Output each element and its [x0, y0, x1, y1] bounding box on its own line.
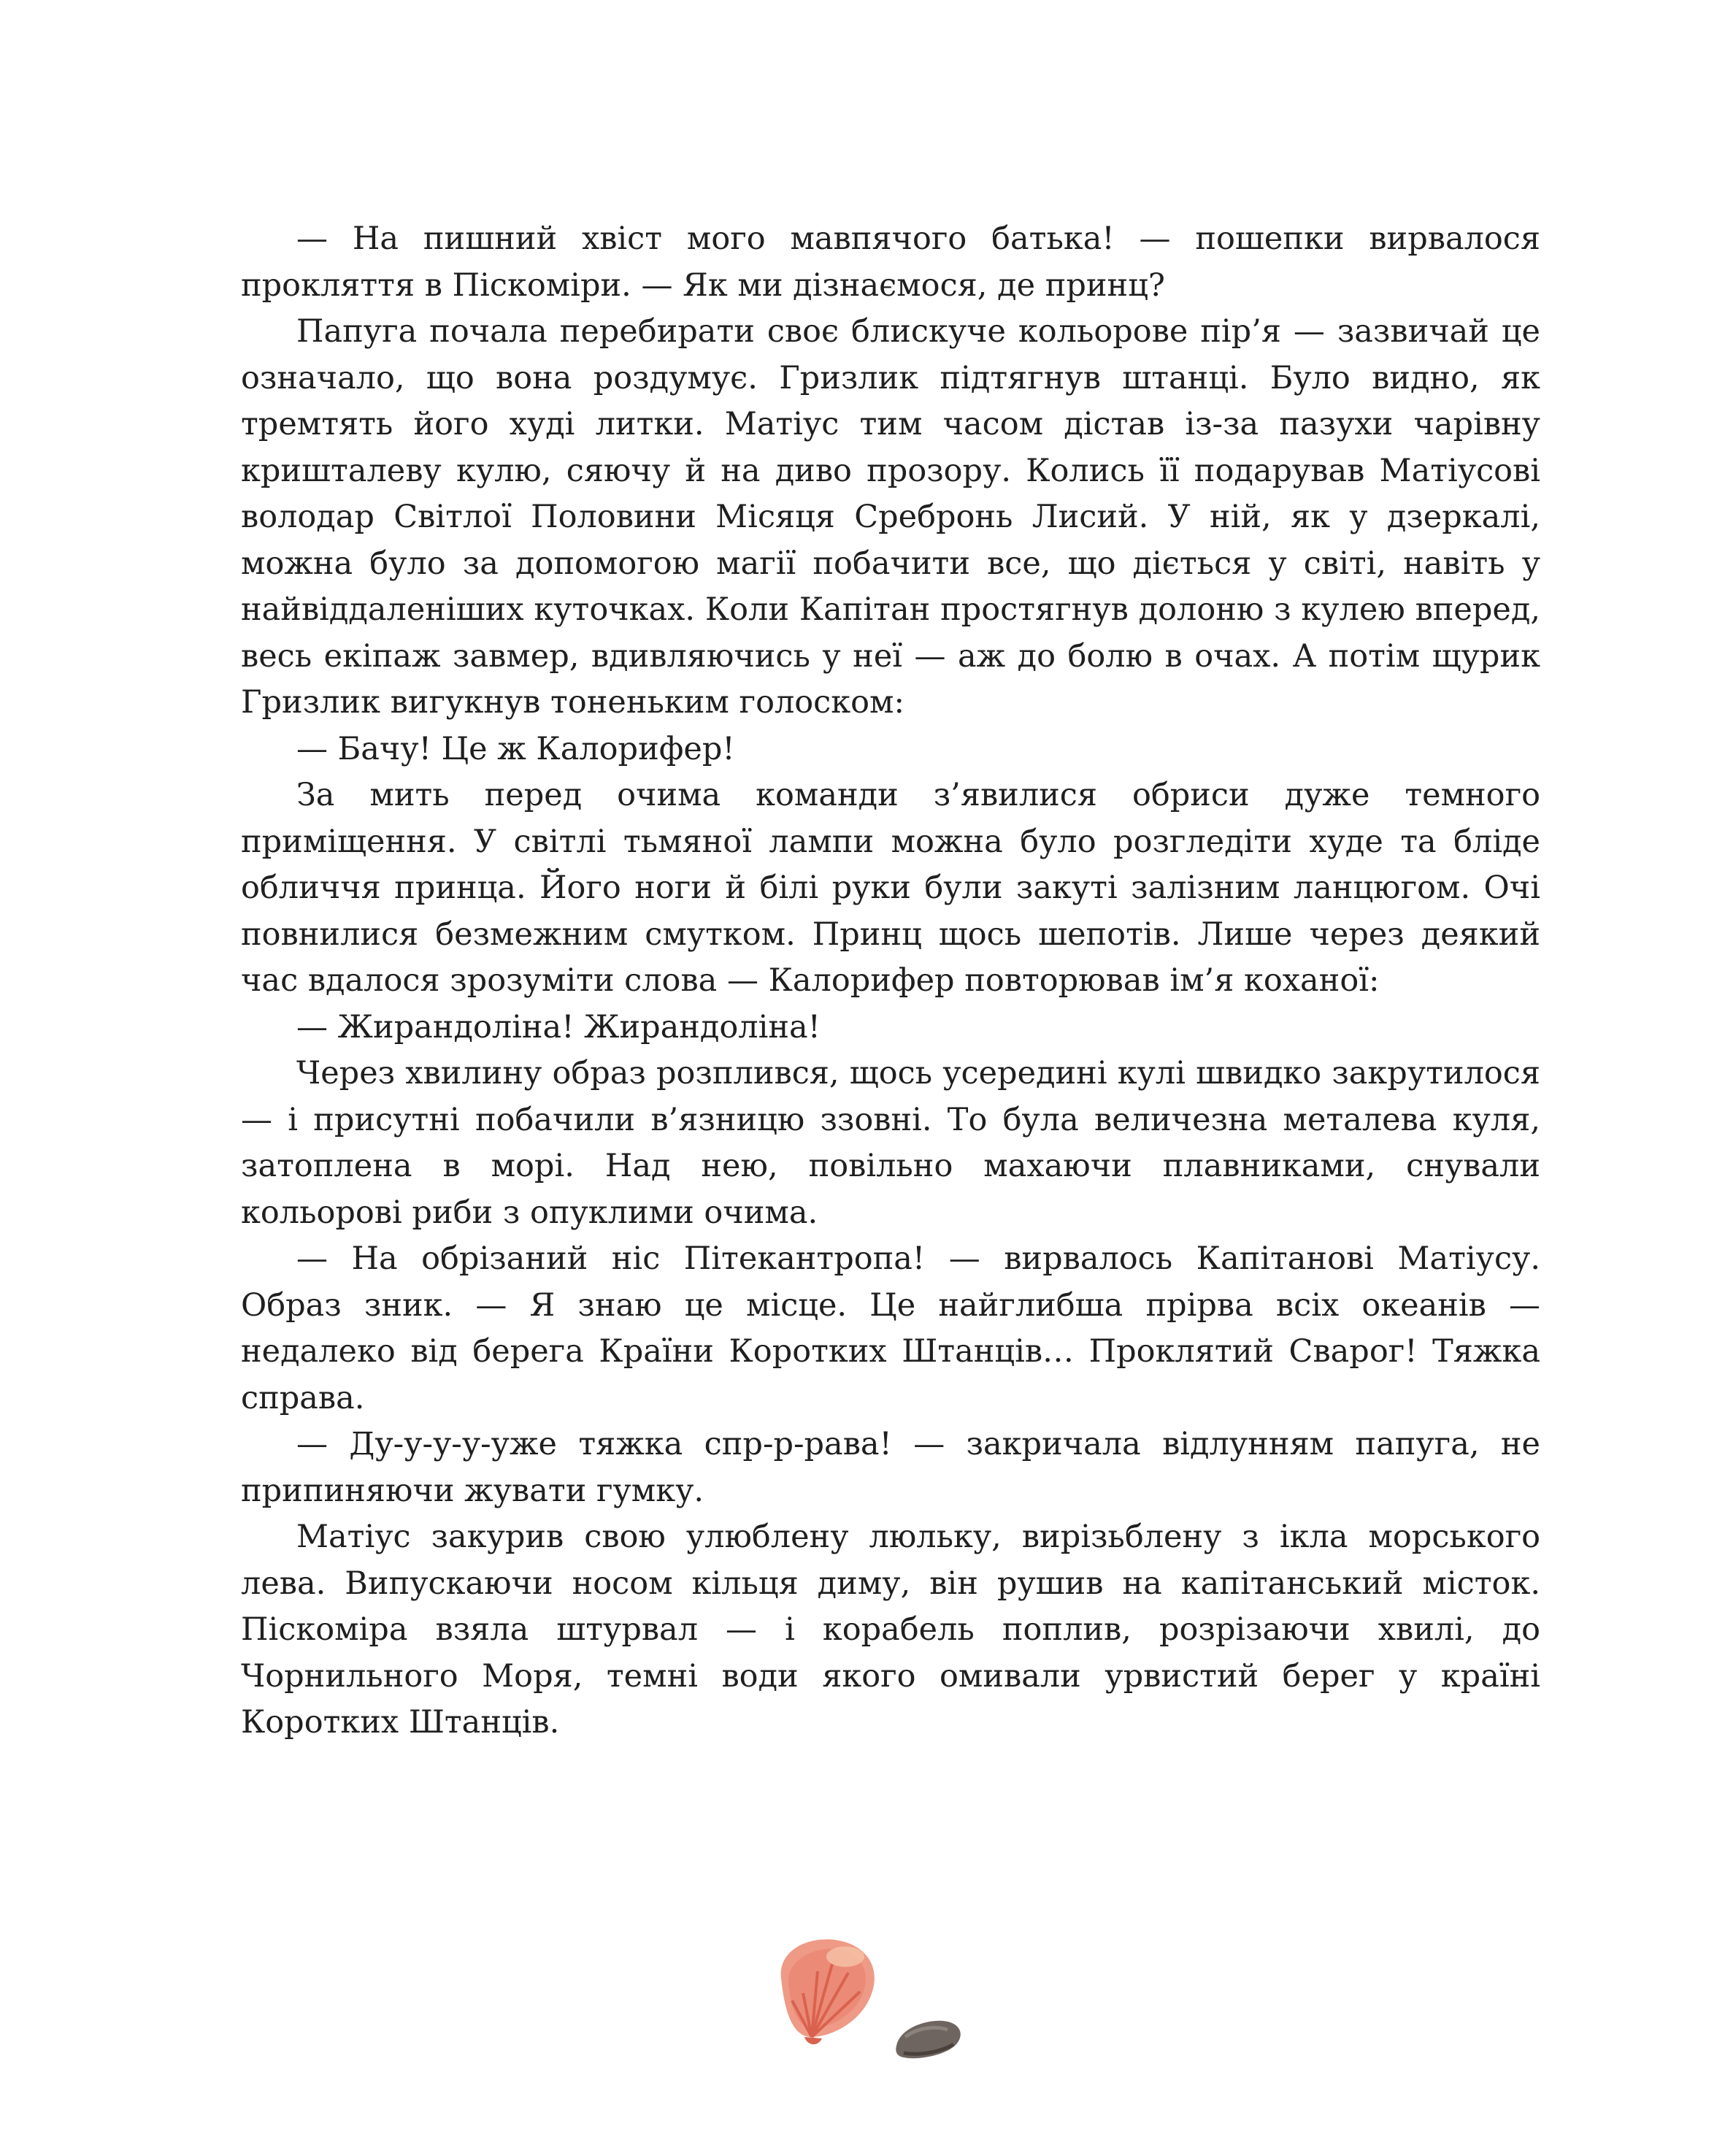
paragraph: Папуга почала перебирати своє блискуче кольорове пір’я — зазвичай це означало, що вона роздумує. Гризлик підтягнув штанці. Було видно, як тремтять його худі литки. Матіус тим часом дістав із-за пазухи чарівну кришталеву кулю, сяючу й на диво прозору. Колись її подарував Матіусові володар Світлої Половини Місяця Сребронь Лисий. У ній, як у дзеркалі, можна було за допомогою магії побачити все, що діється у світі, навіть у найвіддаленіших куточках. Коли Капітан простягнув долоню з кулею вперед, весь екіпаж завмер, вдивляючись у неї — аж до болю в очах. А потім щурик Гризлик вигукнув тоненьким голоском: [241, 313, 1540, 721]
paragraph: Матіус закурив свою улюблену люльку, вирізьблену з ікла морського лева. Випускаючи носом кільця диму, він рушив на капітанський місток. Піскоміра взяла штурвал — і корабель поплив, розрізаючи хвилі, до Чорнильного Моря, темні води якого омивали урвистий берег у країні Коротких Штанців. [241, 1519, 1540, 1741]
paragraph: — На обрізаний ніс Пітекантропа! — вирвалось Капітанові Матіусу. Образ зник. — Я знаю це місце. Це найглибша прірва всіх океанів — недалеко від берега Країни Коротких Штанців… Проклятий Сварог! Тяжка справа. [241, 1240, 1540, 1416]
paragraph: — Жирандоліна! Жирандоліна! [296, 1008, 821, 1046]
body-text [241, 216, 1540, 1746]
paragraph: За мить перед очима команди з’явилися обриси дуже темного приміщення. У світлі тьмяної лампи можна було розгледіти худе та бліде обличчя принца. Його ноги й білі руки були закуті залізним ланцюгом. Очі повнилися безмежним смутком. Принц щось шепотів. Лише через деякий час вдалося зрозуміти слова — Калорифер повторював ім’я коханої: [241, 777, 1540, 999]
paragraph: Через хвилину образ розплився, щось усередині кулі швидко закрутилося — і присутні побачили в’язницю ззовні. То була величезна металева куля, затоплена в морі. Над нею, повільно махаючи плавниками, снували кольорові риби з опуклими очима. [241, 1055, 1540, 1231]
paragraph: — Ду-у-у-у-уже тяжка спр-р-рава! — закричала відлунням папуга, не припиняючи жувати гумку. [241, 1426, 1540, 1509]
pebble-icon [896, 2021, 960, 2058]
shell-and-stone-illustration [759, 1927, 1007, 2073]
paragraph: — Бачу! Це ж Калорифер! [296, 730, 735, 767]
paragraph: — На пишний хвіст мого мавпячого батька! — пошепки вирвалося прокляття в Піскоміри. — Як ми дізнаємося, де принц? [241, 220, 1540, 304]
seashell-icon [781, 1939, 875, 2044]
